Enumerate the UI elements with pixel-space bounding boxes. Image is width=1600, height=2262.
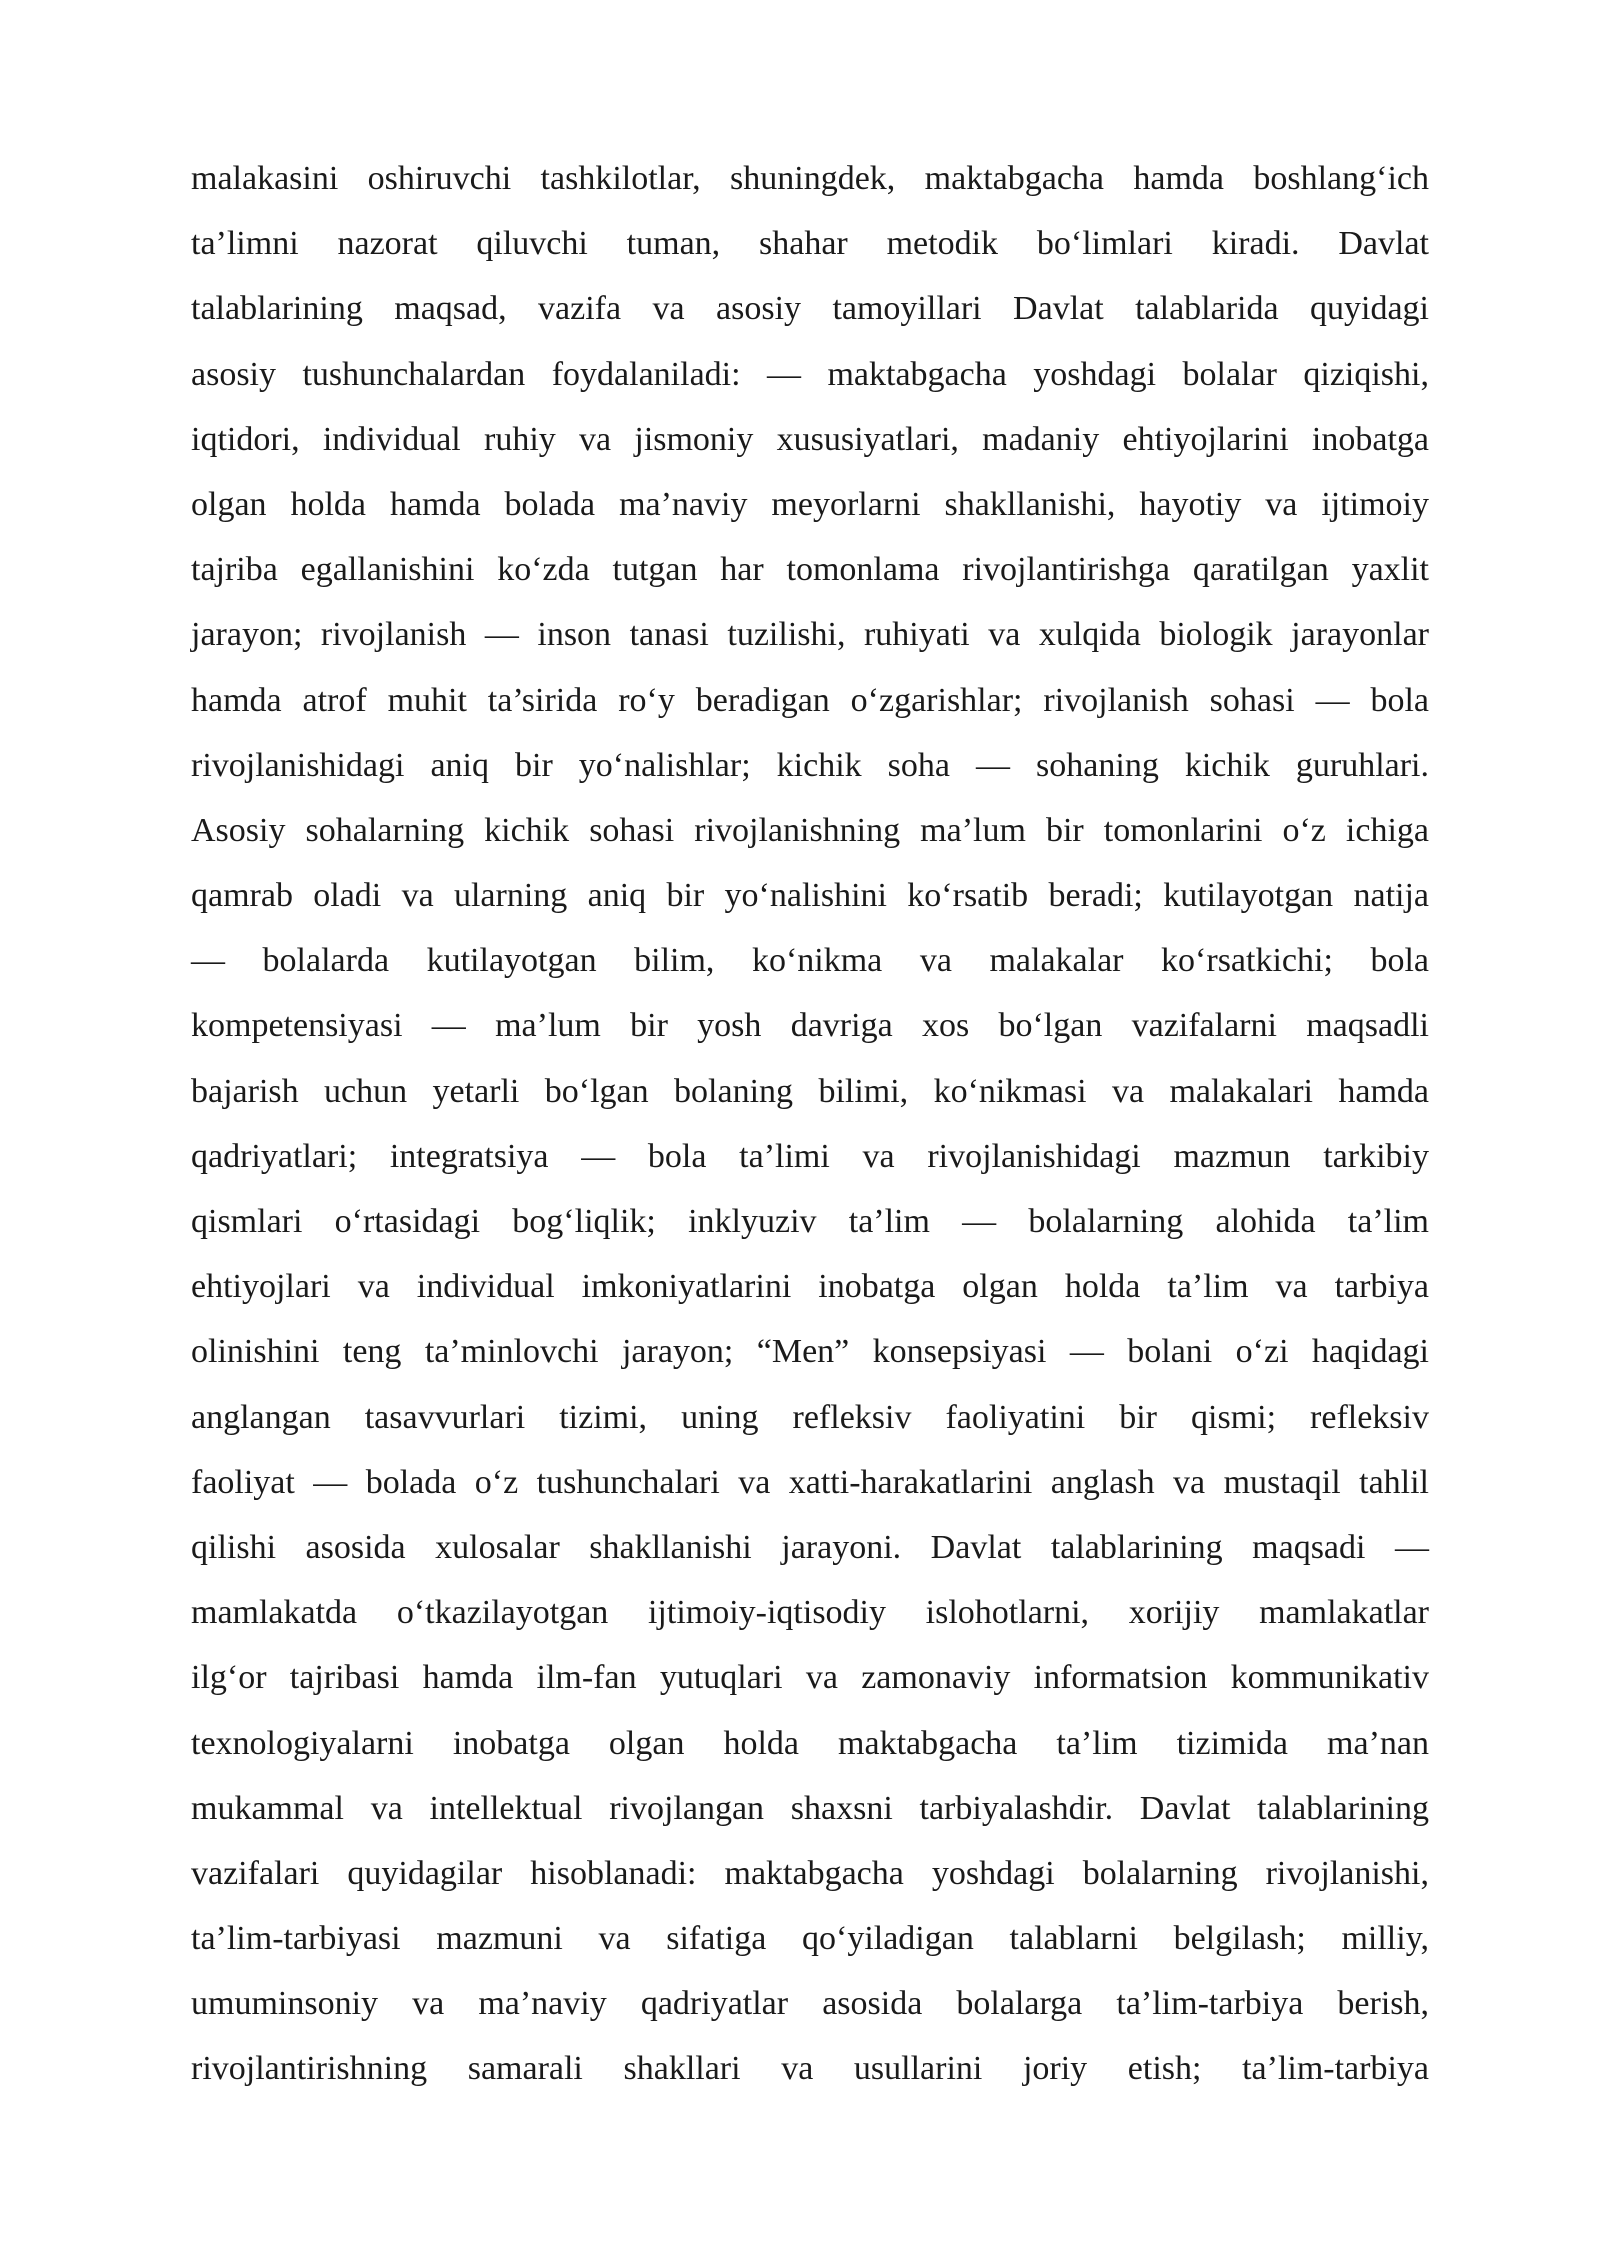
text-line: qilishi asosida xulosalar shakllanishi jarayoni. Davlat talablarining maqsadi — xyxy=(191,1528,1429,1566)
text-line: ta’limni nazorat qiluvchi tuman, shahar metodik bo‘limlari kiradi. Davlat xyxy=(191,225,1429,263)
text-line: anglangan tasavvurlari tizimi, uning refleksiv faoliyatini bir qismi; refleksiv xyxy=(191,1398,1429,1436)
text-line: mamlakatda o‘tkazilayotgan ijtimoiy-iqtisodiy islohotlarni, xorijiy mamlakatlar xyxy=(191,1594,1429,1632)
text-line: olgan holda hamda bolada ma’naviy meyorlarni shakllanishi, hayotiy va ijtimoiy xyxy=(191,485,1429,523)
text-line: faoliyat — bolada o‘z tushunchalari va xatti-harakatlarini anglash va mustaqil tahlil xyxy=(191,1463,1429,1501)
text-line: texnologiyalarni inobatga olgan holda maktabgacha ta’lim tizimida ma’nan xyxy=(191,1724,1429,1762)
text-line: rivojlantirishning samarali shakllari va usullarini joriy etish; ta’lim-tarbiya xyxy=(191,2050,1429,2088)
text-line: qamrab oladi va ularning aniq bir yo‘nalishini ko‘rsatib beradi; kutilayotgan natija xyxy=(191,877,1429,915)
text-line: ilg‘or tajribasi hamda ilm-fan yutuqlari va zamonaviy informatsion kommunikativ xyxy=(191,1659,1429,1697)
text-line: umuminsoniy va ma’naviy qadriyatlar asosida bolalarga ta’lim-tarbiya berish, xyxy=(191,1985,1429,2023)
text-line: talablarining maqsad, vazifa va asosiy tamoyillari Davlat talablarida quyidagi xyxy=(191,290,1429,328)
body-text xyxy=(191,146,1429,2102)
text-line: ehtiyojlari va individual imkoniyatlarini inobatga olgan holda ta’lim va tarbiya xyxy=(191,1268,1429,1306)
text-line: iqtidori, individual ruhiy va jismoniy xususiyatlari, madaniy ehtiyojlarini inobatga xyxy=(191,420,1429,458)
text-line: qadriyatlari; integratsiya — bola ta’limi va rivojlanishidagi mazmun tarkibiy xyxy=(191,1137,1429,1175)
text-line: tajriba egallanishini ko‘zda tutgan har tomonlama rivojlantirishga qaratilgan yaxlit xyxy=(191,551,1429,589)
text-line: malakasini oshiruvchi tashkilotlar, shuningdek, maktabgacha hamda boshlang‘ich xyxy=(191,160,1429,197)
text-line: olinishini teng ta’minlovchi jarayon; “Men” konsepsiyasi — bolani o‘zi haqidagi xyxy=(191,1333,1429,1371)
text-line: asosiy tushunchalardan foydalaniladi: — maktabgacha yoshdagi bolalar qiziqishi, xyxy=(191,355,1429,393)
text-line: bajarish uchun yetarli bo‘lgan bolaning bilimi, ko‘nikmasi va malakalari hamda xyxy=(191,1072,1429,1110)
text-line: jarayon; rivojlanish — inson tanasi tuzilishi, ruhiyati va xulqida biologik jarayonlar xyxy=(191,616,1429,654)
text-line: — bolalarda kutilayotgan bilim, ko‘nikma va malakalar ko‘rsatkichi; bola xyxy=(191,942,1429,980)
text-line: rivojlanishidagi aniq bir yo‘nalishlar; kichik soha — sohaning kichik guruhlari. xyxy=(191,746,1429,784)
text-line: ta’lim-tarbiyasi mazmuni va sifatiga qo‘yiladigan talablarni belgilash; milliy, xyxy=(191,1920,1429,1958)
text-line: hamda atrof muhit ta’sirida ro‘y beradigan o‘zgarishlar; rivojlanish sohasi — bola xyxy=(191,681,1429,719)
text-line: qismlari o‘rtasidagi bog‘liqlik; inklyuziv ta’lim — bolalarning alohida ta’lim xyxy=(191,1203,1429,1240)
text-line: kompetensiyasi — ma’lum bir yosh davriga xos bo‘lgan vazifalarni maqsadli xyxy=(191,1007,1429,1045)
text-line: mukammal va intellektual rivojlangan shaxsni tarbiyalashdir. Davlat talablarining xyxy=(191,1789,1429,1827)
text-line: vazifalari quyidagilar hisoblanadi: maktabgacha yoshdagi bolalarning rivojlanishi, xyxy=(191,1854,1429,1892)
text-line: Asosiy sohalarning kichik sohasi rivojlanishning ma’lum bir tomonlarini o‘z ichiga xyxy=(191,811,1429,849)
